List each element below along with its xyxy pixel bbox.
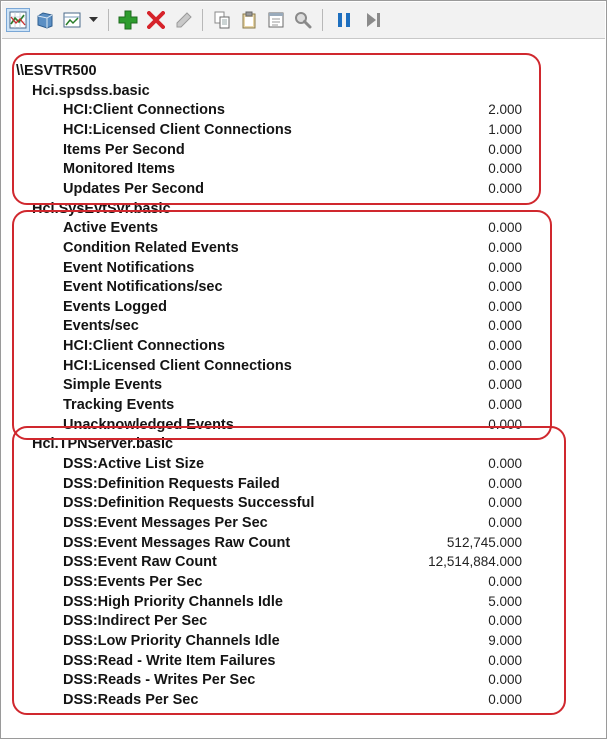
- line-chart-icon: [9, 11, 27, 29]
- counter-row[interactable]: [1, 454, 606, 474]
- counter-value: 0.000: [488, 239, 522, 255]
- counter-value: 0.000: [488, 397, 522, 412]
- freeze-display-button[interactable]: [332, 8, 356, 32]
- counter-row[interactable]: [1, 258, 606, 278]
- counter-row[interactable]: [1, 159, 606, 179]
- counter-name: DSS:Indirect Per Sec: [63, 613, 208, 630]
- counter-value: 0.000: [488, 161, 522, 177]
- counter-name: HCI:Licensed Client Connections: [63, 121, 292, 138]
- counter-name: Monitored Items: [63, 161, 175, 178]
- counter-name: Condition Related Events: [63, 239, 239, 256]
- counter-row[interactable]: [1, 356, 606, 376]
- counter-value: 0.000: [488, 514, 522, 530]
- counter-value: 0.000: [488, 338, 522, 354]
- graph-type-dropdown-button[interactable]: [86, 8, 100, 32]
- counter-row[interactable]: [1, 277, 606, 297]
- paste-counter-list-button[interactable]: [237, 8, 261, 32]
- counter-name: HCI:Client Connections: [63, 338, 225, 355]
- plus-icon: [118, 10, 138, 30]
- toolbar-separator: [202, 9, 203, 31]
- counter-name: Event Notifications: [63, 259, 195, 276]
- histogram-icon: [36, 11, 54, 29]
- counter-row[interactable]: [1, 651, 606, 671]
- zoom-button[interactable]: [291, 8, 315, 32]
- counter-row[interactable]: [1, 140, 606, 160]
- counter-name: DSS:Read - Write Item Failures: [63, 652, 276, 669]
- counter-name: DSS:Definition Requests Failed: [63, 475, 280, 492]
- counter-row[interactable]: [1, 552, 606, 572]
- update-data-button[interactable]: [361, 8, 385, 32]
- counter-value: 0.000: [488, 691, 522, 707]
- counter-row[interactable]: [1, 493, 606, 513]
- toolbar: [2, 2, 605, 39]
- counter-row[interactable]: [1, 611, 606, 631]
- counter-name: DSS:Event Messages Raw Count: [63, 534, 291, 551]
- counter-row[interactable]: [1, 474, 606, 494]
- counter-name: DSS:Event Messages Per Sec: [63, 514, 268, 531]
- counter-row[interactable]: [1, 238, 606, 258]
- counter-value: 12,514,884.000: [428, 554, 522, 570]
- counter-name: HCI:Licensed Client Connections: [63, 357, 292, 374]
- counter-value: 0.000: [488, 220, 522, 236]
- counter-value: 0.000: [488, 259, 522, 275]
- counter-name: DSS:Low Priority Channels Idle: [63, 632, 280, 649]
- counter-row[interactable]: [1, 336, 606, 356]
- counter-row[interactable]: [1, 670, 606, 690]
- counter-value: 0.000: [488, 298, 522, 314]
- counter-value: 512,745.000: [446, 534, 522, 550]
- counter-row[interactable]: [1, 120, 606, 140]
- view-histogram-button[interactable]: [33, 8, 57, 32]
- counter-value: 0.000: [488, 180, 522, 196]
- counter-value: 0.000: [488, 495, 522, 511]
- counter-row[interactable]: [1, 690, 606, 710]
- counter-name: DSS:Reads Per Sec: [63, 691, 199, 708]
- properties-button[interactable]: [264, 8, 288, 32]
- counter-name: HCI:Client Connections: [63, 102, 225, 119]
- counter-row[interactable]: [1, 375, 606, 395]
- clipboard-icon: [240, 11, 258, 29]
- view-graph-button[interactable]: [6, 8, 30, 32]
- chevron-down-icon: [89, 17, 98, 23]
- counter-name: Tracking Events: [63, 397, 175, 413]
- counter-value: 0.000: [488, 475, 522, 491]
- report-view: [1, 39, 606, 739]
- counter-row[interactable]: [1, 218, 606, 238]
- counter-value: 0.000: [488, 279, 522, 295]
- object-row: [1, 434, 606, 454]
- counter-name: DSS:Definition Requests Successful: [63, 495, 315, 512]
- counter-name: Active Events: [63, 220, 159, 237]
- object-row: [1, 199, 606, 219]
- counter-row[interactable]: [1, 100, 606, 120]
- performance-object-name: Hci.TPNServer.basic: [32, 436, 174, 453]
- copy-properties-button[interactable]: [210, 8, 234, 32]
- highlight-button[interactable]: [172, 8, 196, 32]
- counter-name: DSS:Event Raw Count: [63, 554, 217, 571]
- counter-row[interactable]: [1, 297, 606, 317]
- counter-name: DSS:Active List Size: [63, 456, 205, 472]
- counter-row[interactable]: [1, 395, 606, 415]
- object-row: [1, 81, 606, 101]
- counter-name: Unacknowledged Events: [63, 416, 234, 433]
- counter-row[interactable]: [1, 592, 606, 612]
- delete-x-icon: [147, 11, 165, 29]
- copy-icon: [213, 11, 231, 29]
- counter-name: DSS:High Priority Channels Idle: [63, 593, 283, 610]
- toolbar-separator: [108, 9, 109, 31]
- counter-value: 0.000: [488, 377, 522, 393]
- counter-value: 0.000: [488, 141, 522, 157]
- counter-value: 2.000: [488, 102, 522, 118]
- counter-name: Simple Events: [63, 377, 163, 394]
- counter-value: 0.000: [488, 613, 522, 629]
- counter-name: Items Per Second: [63, 141, 185, 158]
- counter-value: 0.000: [488, 318, 522, 334]
- magnifier-icon: [294, 11, 312, 29]
- delete-counter-button[interactable]: [144, 8, 168, 32]
- change-graph-type-button[interactable]: [60, 8, 84, 32]
- counter-name: Event Notifications/sec: [63, 279, 223, 296]
- counter-name: DSS:Events Per Sec: [63, 573, 203, 590]
- machine-name: \\ESVTR500: [16, 63, 97, 79]
- counter-row[interactable]: [1, 415, 606, 435]
- performance-object-name: Hci.spsdss.basic: [32, 82, 150, 99]
- counter-row[interactable]: [1, 631, 606, 651]
- counter-value: 1.000: [488, 121, 522, 137]
- add-counter-button[interactable]: [116, 8, 140, 32]
- counter-value: 0.000: [488, 456, 522, 471]
- pencil-icon: [175, 11, 193, 29]
- counter-row[interactable]: [1, 513, 606, 533]
- counter-value: 0.000: [488, 357, 522, 373]
- counter-row[interactable]: [1, 179, 606, 199]
- toolbar-separator: [322, 9, 323, 31]
- counter-row[interactable]: [1, 572, 606, 592]
- counter-value: 0.000: [488, 573, 522, 589]
- counter-row[interactable]: [1, 533, 606, 553]
- performance-object-name: Hci.SysEvtSvr.basic: [32, 200, 171, 217]
- counter-value: 0.000: [488, 416, 522, 432]
- counter-value: 0.000: [488, 652, 522, 668]
- machine-row: [1, 61, 606, 81]
- counter-name: Updates Per Second: [63, 180, 205, 197]
- counter-row[interactable]: [1, 316, 606, 336]
- pause-icon: [335, 11, 353, 29]
- properties-icon: [267, 11, 285, 29]
- counter-name: Events/sec: [63, 318, 139, 335]
- step-forward-icon: [364, 11, 382, 29]
- counter-name: Events Logged: [63, 298, 167, 315]
- counter-value: 0.000: [488, 672, 522, 688]
- graph-type-icon: [63, 11, 81, 29]
- counter-value: 9.000: [488, 632, 522, 648]
- counter-value: 5.000: [488, 593, 522, 609]
- counter-name: DSS:Reads - Writes Per Sec: [63, 672, 256, 689]
